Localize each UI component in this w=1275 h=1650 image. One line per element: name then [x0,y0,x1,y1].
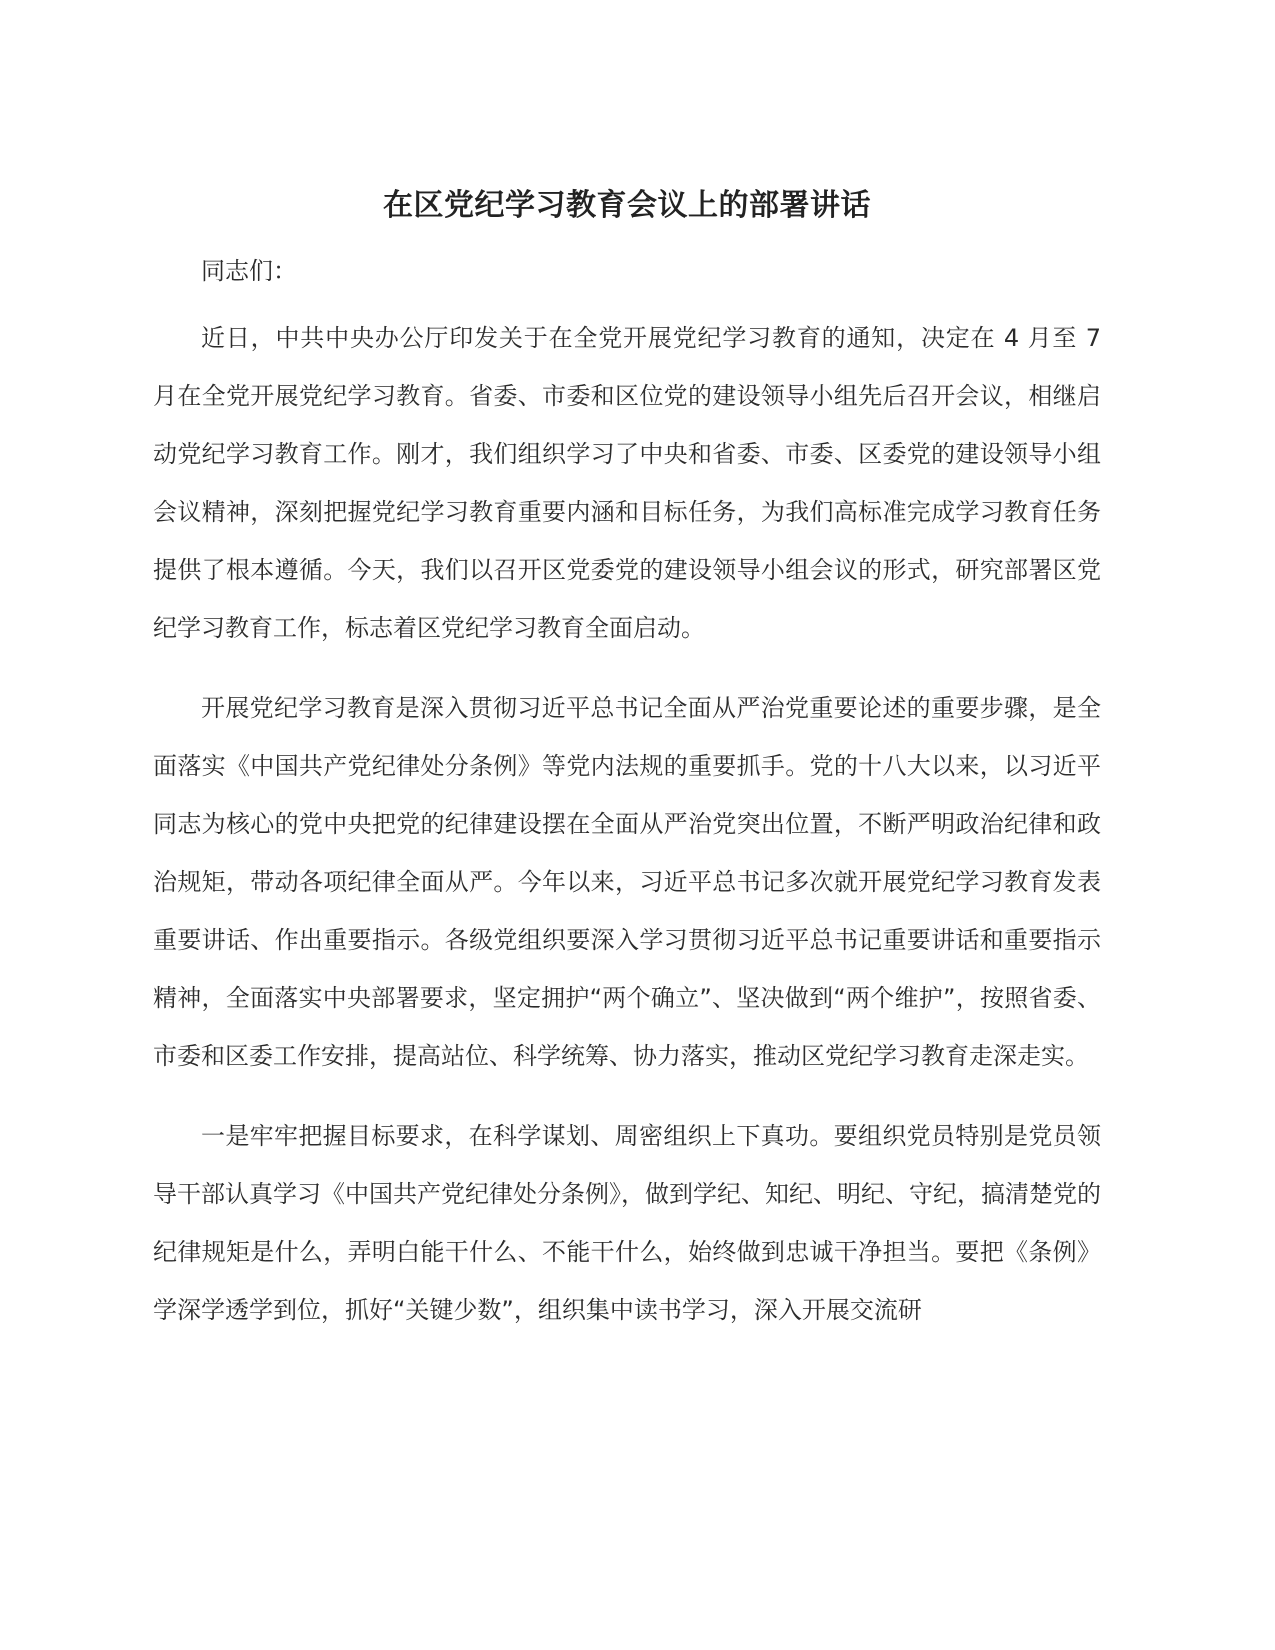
salutation: 同志们： [201,257,297,285]
paragraph-1: 近日，中共中央办公厅印发关于在全党开展党纪学习教育的通知，决定在 4 月至 7 月在全党开展党纪学习教育。省委、市委和区位党的建设领导小组先后召开会议，相继启动党纪学习教育工作。刚才，我们组织学习了中央和省委、市委、区委党的建设领导小组会议精神，深刻把握党纪学习教育重要内涵和目标任务，为我们高标准完成学习教育任务提供了根本遵循。今天，我们以召开区党委党的建设领导小组会议的形式，研究部署区党纪学习教育工作，标志着区党纪学习教育全面启动。 [153,324,1101,642]
paragraph-3: 一是牢牢把握目标要求，在科学谋划、周密组织上下真功。要组织党员特别是党员领导干部认真学习《中国共产党纪律处分条例》，做到学纪、知纪、明纪、守纪，搞清楚党的纪律规矩是什么，弄明白能干什么、不能干什么，始终做到忠诚干净担当。要把《条例》学深学透学到位，抓好“关键少数”，组织集中读书学习，深入开展交流研 [153,1122,1101,1324]
document-title: 在区党纪学习教育会议上的部署讲话 [383,188,871,223]
paragraph-2: 开展党纪学习教育是深入贯彻习近平总书记全面从严治党重要论述的重要步骤，是全面落实《中国共产党纪律处分条例》等党内法规的重要抓手。党的十八大以来，以习近平同志为核心的党中央把党的纪律建设摆在全面从严治党突出位置，不断严明政治纪律和政治规矩，带动各项纪律全面从严。今年以来，习近平总书记多次就开展党纪学习教育发表重要讲话、作出重要指示。各级党组织要深入学习贯彻习近平总书记重要讲话和重要指示精神，全面落实中央部署要求，坚定拥护“两个确立”、坚决做到“两个维护”，按照省委、市委和区委工作安排，提高站位、科学统筹、协力落实，推动区党纪学习教育走深走实。 [153,694,1101,1070]
document-body [153,186,1101,1339]
